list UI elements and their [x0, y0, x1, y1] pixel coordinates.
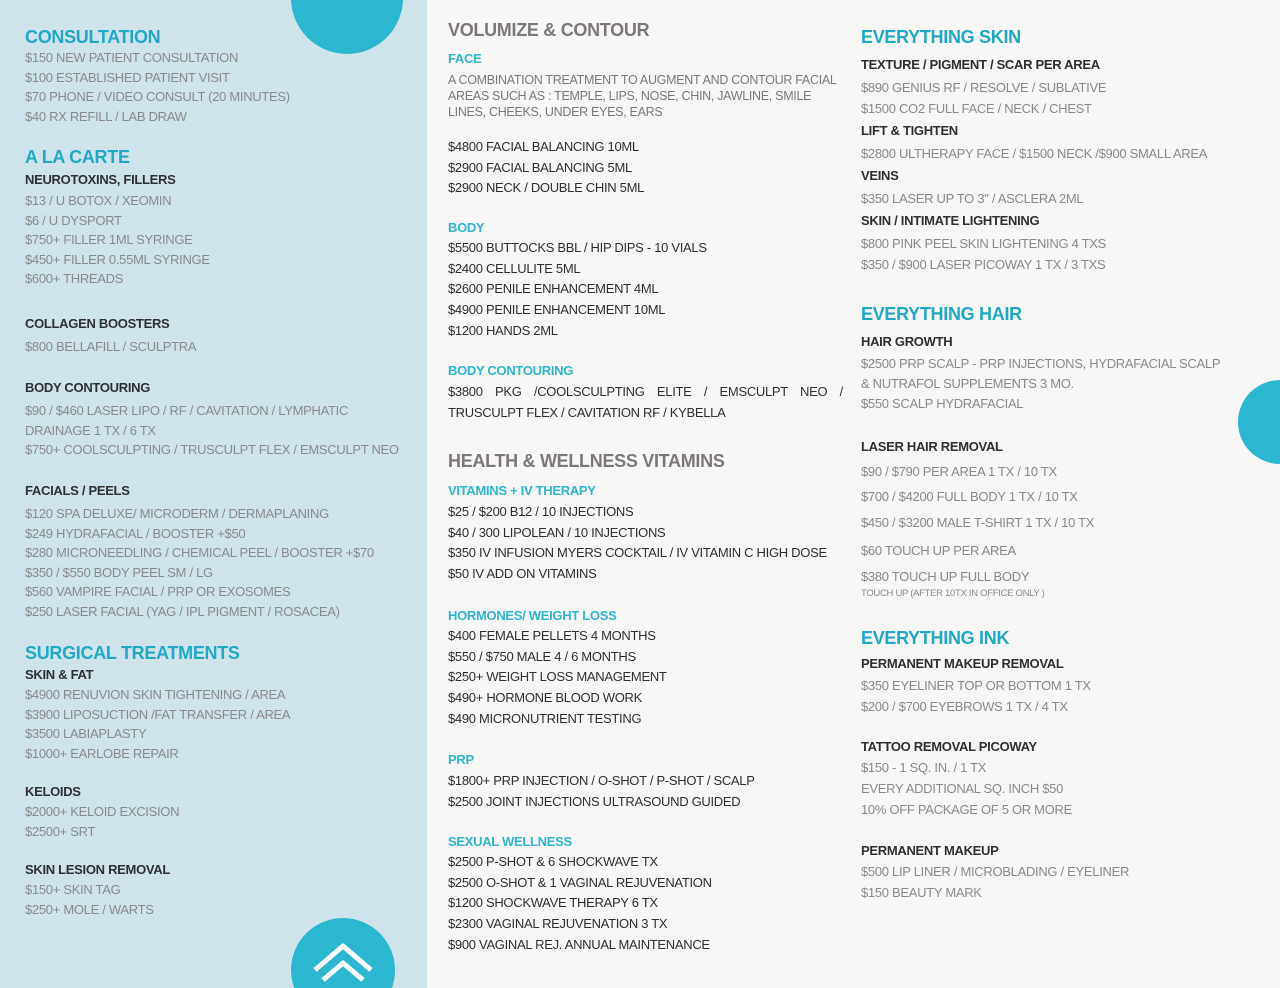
left-body-contouring-section: [25, 379, 399, 460]
list-item: $750+ COOLSCULPTING / TRUSCULPT FLEX / EMSCULPT NEO: [25, 442, 399, 457]
list-item: $2500 PRP SCALP - PRP INJECTIONS, HYDRAFACIAL SCALP: [861, 356, 1221, 371]
list-item: $60 TOUCH UP PER AREA: [861, 543, 1016, 558]
touch-up-note: TOUCH UP (AFTER 10TX IN OFFICE ONLY ): [861, 588, 1045, 599]
skin-heading: EVERYTHING SKIN: [861, 27, 1021, 47]
list-item: $550 SCALP HYDRAFACIAL: [861, 396, 1024, 411]
list-item: $1800+ PRP INJECTION / O-SHOT / P-SHOT / SCALP: [448, 773, 755, 788]
list-item: $350 / $900 LASER PICOWAY 1 TX / 3 TXS: [861, 257, 1106, 272]
ink-section: [861, 627, 1261, 717]
list-item: $450 / $3200 MALE T-SHIRT 1 TX / 10 TX: [861, 515, 1095, 530]
hair-heading: EVERYTHING HAIR: [861, 304, 1022, 324]
list-item: $250+ WEIGHT LOSS MANAGEMENT: [448, 669, 667, 685]
list-item: $150 BEAUTY MARK: [861, 885, 982, 900]
list-item: $1000+ EARLOBE REPAIR: [25, 745, 179, 761]
list-item: $350 LASER UP TO 3" / ASCLERA 2ML: [861, 191, 1084, 206]
face-subheading: FACE: [448, 51, 482, 66]
tattoo-section: [861, 738, 1261, 820]
list-item: $280 MICRONEEDLING / CHEMICAL PEEL / BOOSTER +$70: [25, 545, 374, 560]
list-item: $250+ MOLE / WARTS: [25, 901, 154, 917]
list-item: $350 / $550 BODY PEEL SM / LG: [25, 564, 213, 580]
ink-heading: EVERYTHING INK: [861, 628, 1010, 648]
sexual-wellness-section: [448, 833, 843, 956]
list-item: $890 GENIUS RF / RESOLVE / SUBLATIVE: [861, 80, 1107, 95]
collagen-subheading: COLLAGEN BOOSTERS: [25, 316, 170, 331]
lesion-subheading: SKIN LESION REMOVAL: [25, 862, 171, 877]
keloids-subheading: KELOIDS: [25, 784, 81, 799]
list-item: $490 MICRONUTRIENT TESTING: [448, 710, 642, 726]
veins-subheading: VEINS: [861, 168, 899, 183]
body-contouring-subheading: BODY CONTOURING: [448, 363, 574, 378]
a-la-carte-section: [25, 146, 210, 289]
list-item: $550 / $750 MALE 4 / 6 MONTHS: [448, 648, 636, 664]
lesion-section: [25, 861, 170, 919]
decorative-circle-top: [291, 0, 403, 54]
list-item: $90 / $790 PER AREA 1 TX / 10 TX: [861, 464, 1057, 479]
hair-growth-subheading: HAIR GROWTH: [861, 334, 953, 349]
prp-section: [448, 751, 843, 812]
chevron-up-logo-icon: [291, 918, 395, 988]
list-item: $450+ FILLER 0.55ML SYRINGE: [25, 251, 210, 267]
lift-subheading: LIFT & TIGHTEN: [861, 123, 958, 138]
pmu-removal-subheading: PERMANENT MAKEUP REMOVAL: [861, 656, 1064, 671]
list-item: $600+ THREADS: [25, 271, 124, 286]
list-item: $2000+ KELOID EXCISION: [25, 804, 180, 819]
hormones-subheading: HORMONES/ WEIGHT LOSS: [448, 608, 617, 623]
volumize-section: [448, 19, 843, 199]
laser-hair-section: [861, 438, 1261, 600]
prp-subheading: PRP: [448, 752, 474, 767]
list-item: $2400 CELLULITE 5ML: [448, 260, 581, 276]
list-item: $4900 PENILE ENHANCEMENT 10ML: [448, 302, 666, 318]
list-item: $700 / $4200 FULL BODY 1 TX / 10 TX: [861, 489, 1078, 504]
surgical-heading: SURGICAL TREATMENTS: [25, 643, 240, 663]
face-description: A COMBINATION TREATMENT TO AUGMENT AND CONTOUR FACIAL AREAS SUCH AS : TEMPLE, LIPS, NOSE, CHIN, JAWLINE, SMILE LINES, CHEEKS, UNDER EYES, EARS: [448, 73, 837, 119]
keloids-section: [25, 783, 179, 841]
list-item: $250 LASER FACIAL (YAG / IPL PIGMENT / ROSACEA): [25, 603, 340, 619]
body-subheading: BODY: [448, 220, 485, 235]
list-item: $2300 VAGINAL REJUVENATION 3 TX: [448, 916, 668, 932]
list-item: $2500 P-SHOT & 6 SHOCKWAVE TX: [448, 854, 658, 869]
list-item: $25 / $200 B12 / 10 INJECTIONS: [448, 504, 634, 519]
list-item: $90 / $460 LASER LIPO / RF / CAVITATION / LYMPHATIC: [25, 403, 349, 418]
logo-circle: [291, 918, 395, 988]
lightening-subheading: SKIN / INTIMATE LIGHTENING: [861, 213, 1040, 228]
list-item: $13 / U BOTOX / XEOMIN: [25, 193, 172, 208]
volumize-heading: VOLUMIZE & CONTOUR: [448, 20, 650, 40]
list-item: $380 TOUCH UP FULL BODY: [861, 569, 1030, 584]
list-item: EVERY ADDITIONAL SQ. INCH $50: [861, 781, 1064, 796]
list-item: $50 IV ADD ON VITAMINS: [448, 566, 597, 582]
pmu-section: [861, 842, 1261, 903]
body-section: [448, 219, 843, 342]
list-item: $1500 CO2 FULL FACE / NECK / CHEST: [861, 101, 1092, 116]
list-item: $3900 LIPOSUCTION /FAT TRANSFER / AREA: [25, 706, 291, 722]
list-item: $750+ FILLER 1ML SYRINGE: [25, 232, 193, 247]
health-heading: HEALTH & WELLNESS VITAMINS: [448, 451, 725, 471]
list-item: $249 HYDRAFACIAL / BOOSTER +$50: [25, 525, 246, 541]
vitamins-subheading: VITAMINS + IV THERAPY: [448, 483, 596, 498]
list-item: $200 / $700 EYEBROWS 1 TX / 4 TX: [861, 699, 1068, 714]
hair-section: [861, 303, 1261, 414]
a-la-carte-heading: A LA CARTE: [25, 147, 130, 167]
list-item: $800 BELLAFILL / SCULPTRA: [25, 339, 197, 354]
list-item: $4800 FACIAL BALANCING 10ML: [448, 139, 639, 154]
surgical-section: [25, 642, 290, 763]
list-item: $800 PINK PEEL SKIN LIGHTENING 4 TXS: [861, 236, 1106, 251]
pmu-subheading: PERMANENT MAKEUP: [861, 843, 999, 858]
list-item: $4900 RENUVION SKIN TIGHTENING / AREA: [25, 687, 286, 702]
list-item: $900 VAGINAL REJ. ANNUAL MAINTENANCE: [448, 936, 710, 952]
body-contouring-subheading: BODY CONTOURING: [25, 380, 151, 395]
hormones-section: [448, 607, 843, 730]
body-contouring-description: $3800 PKG /COOLSCULPTING ELITE / EMSCULPT NEO / TRUSCULPT FLEX / CAVITATION RF / KYBELLA: [448, 384, 843, 420]
list-item: 10% OFF PACKAGE OF 5 OR MORE: [861, 802, 1072, 817]
list-item: $1200 SHOCKWAVE THERAPY 6 TX: [448, 895, 658, 911]
list-item: $2600 PENILE ENHANCEMENT 4ML: [448, 281, 659, 297]
list-item: $2800 ULTHERAPY FACE / $1500 NECK /$900 SMALL AREA: [861, 146, 1208, 161]
list-item: $490+ HORMONE BLOOD WORK: [448, 690, 642, 706]
list-item: $70 PHONE / VIDEO CONSULT (20 MINUTES): [25, 89, 290, 104]
skin-fat-subheading: SKIN & FAT: [25, 667, 94, 682]
list-item: $2500+ SRT: [25, 823, 96, 839]
list-item: $150+ SKIN TAG: [25, 882, 121, 897]
middle-body-contouring-section: [448, 362, 843, 423]
tattoo-subheading: TATTOO REMOVAL PICOWAY: [861, 739, 1037, 754]
list-item: $120 SPA DELUXE/ MICRODERM / DERMAPLANING: [25, 506, 329, 521]
list-item: $5500 BUTTOCKS BBL / HIP DIPS - 10 VIALS: [448, 240, 707, 255]
list-item: $3500 LABIAPLASTY: [25, 726, 147, 741]
collagen-section: [25, 315, 196, 357]
list-item: $150 - 1 SQ. IN. / 1 TX: [861, 760, 987, 775]
list-item: $2900 FACIAL BALANCING 5ML: [448, 159, 632, 175]
facials-subheading: FACIALS / PEELS: [25, 483, 130, 498]
list-item: $6 / U DYSPORT: [25, 212, 122, 228]
consultation-heading: CONSULTATION: [25, 27, 161, 47]
list-item: $400 FEMALE PELLETS 4 MONTHS: [448, 628, 656, 643]
neurotoxins-subheading: NEUROTOXINS, FILLERS: [25, 172, 176, 187]
texture-subheading: TEXTURE / PIGMENT / SCAR PER AREA: [861, 57, 1100, 72]
list-item: $40 RX REFILL / LAB DRAW: [25, 108, 187, 124]
left-panel: [0, 0, 427, 988]
list-item: $150 NEW PATIENT CONSULTATION: [25, 50, 239, 65]
list-item: $560 VAMPIRE FACIAL / PRP OR EXOSOMES: [25, 584, 291, 599]
list-item: $500 LIP LINER / MICROBLADING / EYELINER: [861, 864, 1130, 879]
skin-section: [861, 26, 1261, 275]
list-item: $40 / 300 LIPOLEAN / 10 INJECTIONS: [448, 524, 666, 540]
list-item: $2500 O-SHOT & 1 VAGINAL REJUVENATION: [448, 874, 712, 890]
list-item: DRAINAGE 1 TX / 6 TX: [25, 422, 156, 438]
health-section: [448, 450, 843, 585]
sexual-wellness-subheading: SEXUAL WELLNESS: [448, 834, 572, 849]
laser-hair-subheading: LASER HAIR REMOVAL: [861, 439, 1003, 454]
list-item: & NUTRAFOL SUPPLEMENTS 3 MO.: [861, 376, 1074, 391]
list-item: $2900 NECK / DOUBLE CHIN 5ML: [448, 180, 645, 196]
list-item: $1200 HANDS 2ML: [448, 322, 558, 338]
list-item: $2500 JOINT INJECTIONS ULTRASOUND GUIDED: [448, 793, 741, 809]
list-item: $100 ESTABLISHED PATIENT VISIT: [25, 69, 230, 85]
list-item: $350 IV INFUSION MYERS COCKTAIL / IV VITAMIN C HIGH DOSE: [448, 545, 827, 561]
facials-section: [25, 482, 374, 621]
list-item: $350 EYELINER TOP OR BOTTOM 1 TX: [861, 678, 1091, 693]
consultation-section: [25, 26, 290, 126]
